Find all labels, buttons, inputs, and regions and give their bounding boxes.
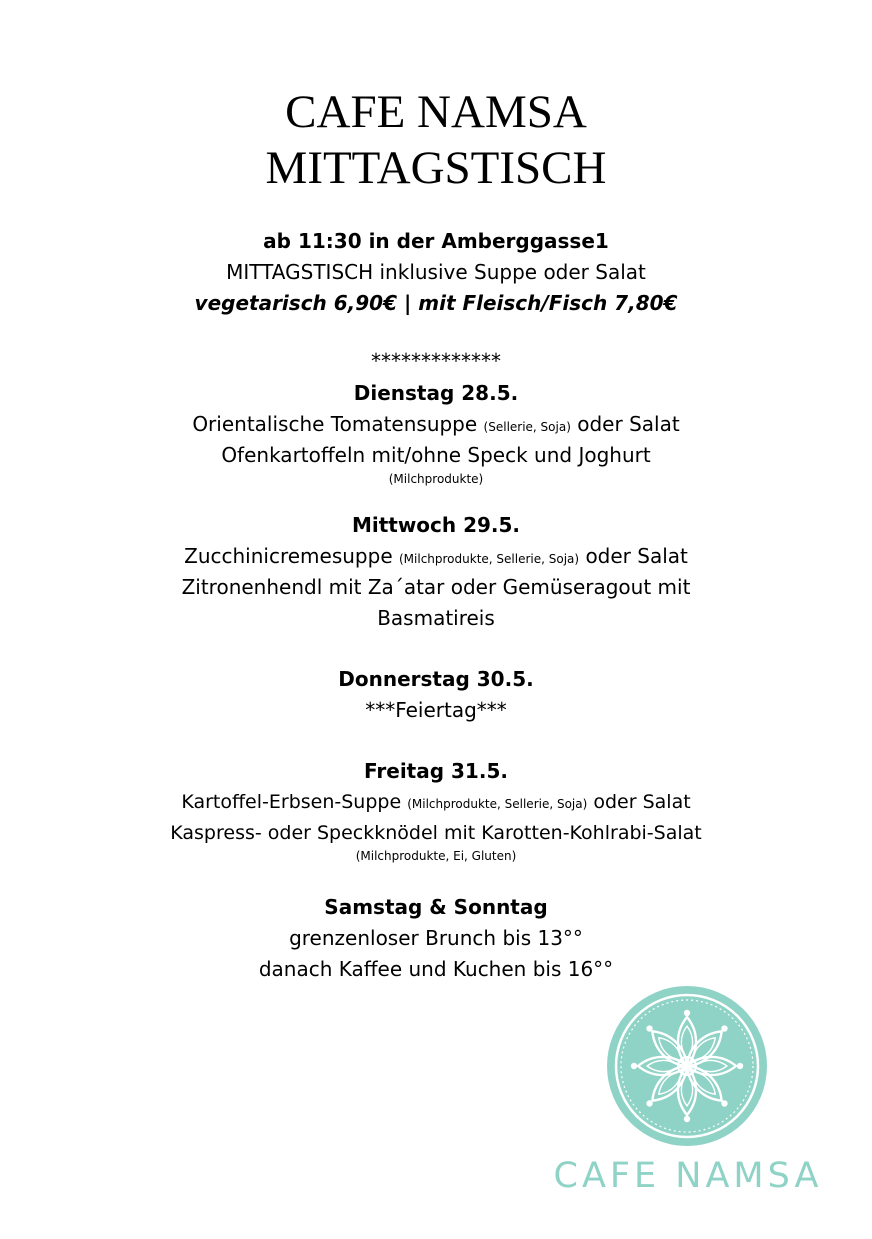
day-heading-tuesday: Dienstag 28.5.	[353, 381, 519, 405]
brand-name: CAFE NAMSA	[553, 1156, 823, 1196]
thursday-holiday-note: ***Feiertag***	[365, 698, 507, 722]
friday-salad-option: oder Salat	[593, 791, 691, 813]
tuesday-main-allergens: (Milchprodukte)	[388, 472, 484, 486]
separator: *************	[371, 349, 501, 373]
mandala-logo-icon	[606, 985, 768, 1147]
tuesday-soup-line	[0, 409, 872, 442]
wednesday-salad-option: oder Salat	[585, 544, 688, 568]
location-line: ab 11:30 in der Amberggasse1	[263, 229, 609, 253]
tuesday-salad-option: oder Salat	[577, 412, 680, 436]
friday-main-allergens: (Milchprodukte, Ei, Gluten)	[355, 849, 517, 863]
tuesday-main: Ofenkartoffeln mit/ohne Speck und Joghurt	[221, 443, 651, 467]
inclusive-line: MITTAGSTISCH inklusive Suppe oder Salat	[226, 260, 646, 284]
friday-soup-line	[0, 787, 872, 819]
tuesday-soup-allergens: (Sellerie, Soja)	[483, 420, 571, 434]
prices-line: vegetarisch 6,90€ | mit Fleisch/Fisch 7,80€	[194, 291, 678, 315]
page-title-line2: MITTAGSTISCH	[265, 142, 607, 194]
page-title-line1: CAFE NAMSA	[285, 86, 587, 138]
weekend-brunch: grenzenloser Brunch bis 13°°	[289, 926, 583, 950]
friday-soup: Kartoffel-Erbsen-Suppe	[181, 791, 402, 813]
friday-soup-allergens: (Milchprodukte, Sellerie, Soja)	[407, 797, 588, 811]
tuesday-soup: Orientalische Tomatensuppe	[192, 412, 478, 436]
wednesday-soup: Zucchinicremesuppe	[184, 544, 393, 568]
wednesday-soup-line	[0, 541, 872, 574]
day-heading-thursday: Donnerstag 30.5.	[338, 667, 534, 691]
wednesday-main-line2: Basmatireis	[377, 606, 495, 630]
day-heading-friday: Freitag 31.5.	[364, 759, 508, 783]
friday-main: Kaspress- oder Speckknödel mit Karotten-Kohlrabi-Salat	[170, 822, 702, 844]
wednesday-soup-allergens: (Milchprodukte, Sellerie, Soja)	[398, 552, 580, 566]
day-heading-weekend: Samstag & Sonntag	[324, 895, 548, 919]
day-heading-wednesday: Mittwoch 29.5.	[351, 513, 521, 537]
wednesday-main-line1: Zitronenhendl mit Za´atar oder Gemüseragout mit	[181, 575, 691, 599]
weekend-coffee: danach Kaffee und Kuchen bis 16°°	[258, 957, 614, 981]
